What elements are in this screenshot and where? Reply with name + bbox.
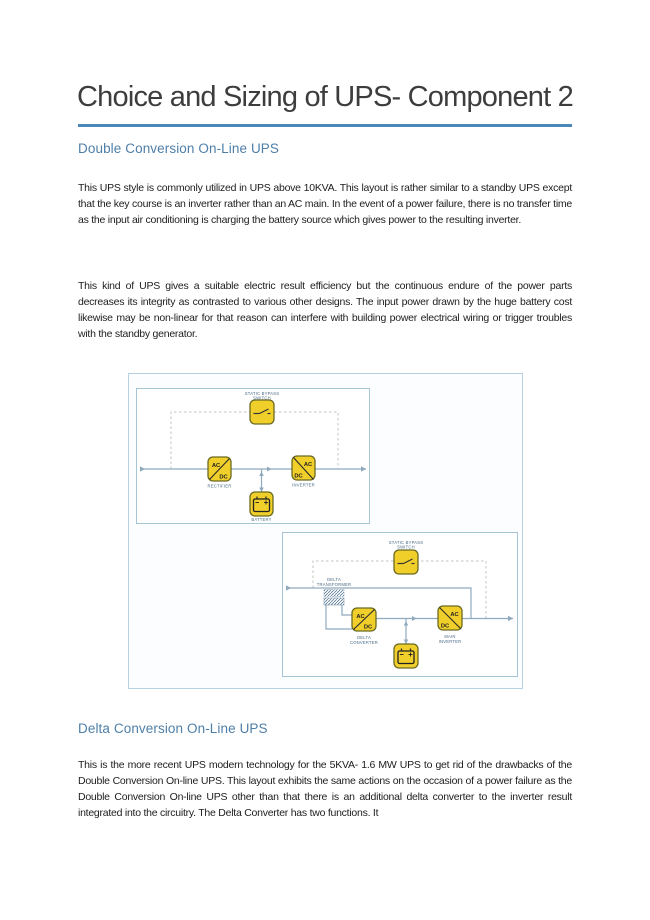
main-inverter-dc-label: DC [440,623,450,630]
rectifier-dc-label: DC [219,474,228,481]
delta-conversion-diagram [283,533,517,676]
paragraph-double-conversion-1: This UPS style is commonly utilized in UPS above 10KVA. This layout is rather similar to a standby UPS except that the key course is an inverter rather than an AC main. In the event of a power failure, there is no transfer time as the input air conditioning is charging the battery source which gives power to the resulting inverter. [78,182,572,226]
battery [250,492,273,522]
main-inverter-label-line2: INVERTER [438,639,462,644]
static-bypass-label-line1: STATIC BYPASS [244,390,280,396]
inverter [292,456,315,488]
battery [394,644,418,668]
delta-converter-ac-label: AC [356,614,365,620]
rectifier [208,457,232,489]
static-bypass-label-line1: STATIC BYPASS [388,539,424,545]
static-bypass-switch [245,391,279,424]
title-underline-rule [78,124,572,127]
delta-conversion-diagram-panel [282,532,518,677]
delta-transformer-label-line2: TRANSFORMER [316,582,352,587]
static-bypass-label-line2: SWITCH [253,395,271,401]
ups-diagrams-figure [128,373,523,689]
delta-converter-label-line2: CONVERTER [349,640,379,645]
section-heading-delta-conversion: Delta Conversion On-Line UPS [78,721,268,736]
static-bypass-switch [389,540,423,574]
delta-transformer [317,577,352,605]
static-bypass-label-line2: SWITCH [397,544,415,550]
rectifier-label: RECTIFIER [207,483,232,489]
inverter-ac-label: AC [303,462,313,468]
main-inverter [438,606,462,644]
inverter-label: INVERTER [292,482,315,488]
double-conversion-diagram-panel [136,388,370,524]
flow-arrows [140,466,366,492]
power-wires [140,469,366,492]
paragraph-double-conversion-2: This kind of UPS gives a suitable electric result efficiency but the continuous endure of the power parts decreases its integrity as contrasted to various other designs. The input power drawn by the huge battery cost likewise may be non-linear for that reason can interfere with building power electrical wiring or trigger troubles with the standby generator. [78,280,572,340]
main-inverter-ac-label: AC [450,612,459,618]
paragraph-delta-conversion-1: This is the more recent UPS modern technology for the 5KVA- 1.6 MW UPS to get rid of the drawbacks of the Double Conversion On-line UPS. This layout exhibits the same actions on the occasion of a power failure as the Double Conversion On-line UPS other than that there is an additional delta converter to the inverter result integrated into the circuitry. The Delta Converter has two functions. It [78,759,572,819]
inverter-dc-label: DC [294,473,303,480]
battery-label: BATTERY [251,517,272,522]
delta-converter-dc-label: DC [363,624,373,631]
main-inverter-label-line1: MAIN [444,634,456,639]
flow-arrows [286,585,513,644]
delta-transformer-icon [324,590,344,597]
document-title: Choice and Sizing of UPS- Component 2 [77,81,573,113]
delta-transformer-icon [324,598,344,605]
double-conversion-diagram [137,389,369,523]
delta-converter-label-line1: DELTA [357,635,371,640]
delta-transformer-label-line1: DELTA [327,577,341,582]
section-heading-double-conversion: Double Conversion On-Line UPS [78,141,280,156]
rectifier-ac-label: AC [211,463,221,469]
delta-converter [350,608,378,645]
power-wires [286,588,513,644]
